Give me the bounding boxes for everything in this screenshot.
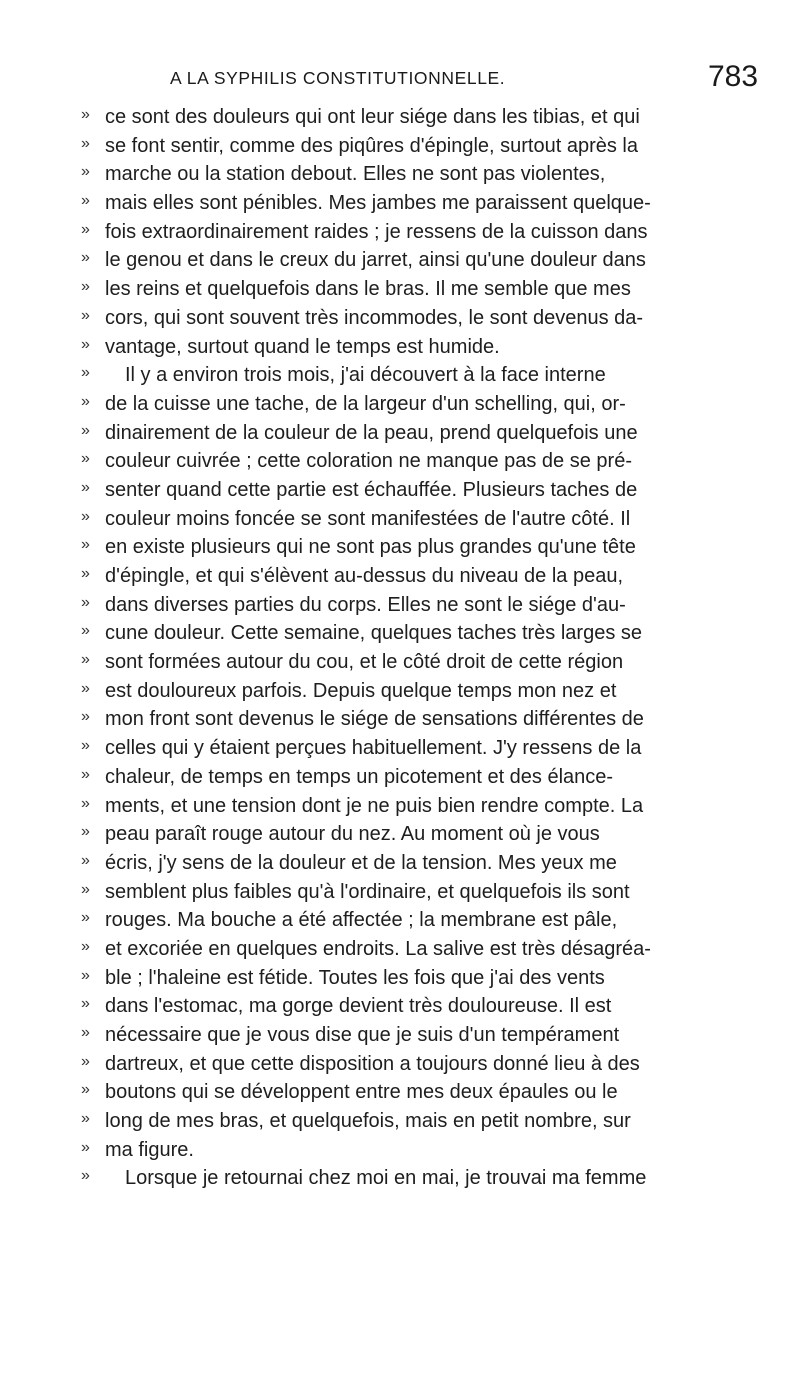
text-line	[0, 619, 800, 648]
quote-mark: »	[81, 765, 90, 783]
quote-mark: »	[81, 708, 90, 726]
line-text: vantage, surtout quand le temps est humide.	[105, 335, 500, 358]
quote-mark: »	[81, 450, 90, 468]
text-line	[0, 476, 800, 505]
text-line	[0, 1078, 800, 1107]
quote-mark: »	[81, 937, 90, 955]
line-text: en existe plusieurs qui ne sont pas plus grandes qu'une tête	[105, 536, 636, 559]
line-text: mon front sont devenus le siége de sensations différentes de	[105, 708, 644, 731]
line-text: chaleur, de temps en temps un picotement et des élance-	[105, 765, 614, 788]
text-line	[0, 275, 800, 304]
quote-mark: »	[81, 478, 90, 496]
quote-mark: »	[81, 392, 90, 410]
text-line	[0, 820, 800, 849]
text-line	[0, 964, 800, 993]
quote-mark: »	[81, 565, 90, 582]
line-text: de la cuisse une tache, de la largeur d'un schelling, qui, or-	[105, 392, 626, 415]
line-text: senter quand cette partie est échauffée. Plusieurs taches de	[105, 478, 638, 501]
line-text: rouges. Ma bouche a été affectée ; la membrane est pâle,	[105, 909, 618, 932]
quote-mark: »	[81, 278, 90, 296]
quote-mark: »	[81, 220, 90, 238]
quote-mark: »	[81, 1138, 90, 1156]
quote-mark: »	[81, 134, 90, 152]
line-text: dartreux, et que cette disposition a toujours donné lieu à des	[105, 1052, 640, 1075]
text-line	[0, 132, 800, 161]
text-line	[0, 218, 800, 247]
line-text: nécessaire que je vous dise que je suis d'un tempérament	[105, 1024, 620, 1046]
text-line	[0, 533, 800, 562]
text-line	[0, 562, 800, 591]
text-line	[0, 505, 800, 534]
running-head: A LA SYPHILIS CONSTITUTIONNELLE.	[170, 68, 506, 88]
quote-mark: »	[81, 995, 90, 1013]
line-text: semblent plus faibles qu'à l'ordinaire, et quelquefois ils sont	[105, 880, 630, 903]
quote-mark: »	[81, 507, 90, 525]
text-line	[0, 189, 800, 218]
text-line	[0, 246, 800, 275]
text-line	[0, 333, 800, 362]
quote-mark: »	[81, 421, 90, 439]
text-line	[0, 591, 800, 620]
quote-mark: »	[81, 1081, 90, 1099]
text-line	[0, 677, 800, 706]
line-text: les reins et quelquefois dans le bras. Il me semble que mes	[105, 278, 631, 301]
quote-mark: »	[81, 851, 90, 869]
quote-mark: »	[81, 966, 90, 984]
text-line	[0, 763, 800, 792]
line-text: fois extraordinairement raides ; je ressens de la cuisson dans	[105, 220, 648, 243]
quote-mark: »	[81, 364, 90, 382]
line-text: boutons qui se développent entre mes deux épaules ou le	[105, 1081, 618, 1104]
page-number: 783	[708, 60, 759, 93]
quote-mark: »	[81, 106, 90, 123]
quote-mark: »	[81, 249, 90, 267]
line-text: dans l'estomac, ma gorge devient très douloureuse. Il est	[105, 995, 612, 1018]
quote-mark: »	[81, 163, 90, 181]
quote-mark: »	[81, 306, 90, 324]
line-text: ble ; l'haleine est fétide. Toutes les fois que j'ai des vents	[105, 966, 605, 989]
quote-mark: »	[81, 335, 90, 353]
text-line	[0, 1136, 800, 1165]
text-line	[0, 878, 800, 907]
text-line	[0, 1050, 800, 1079]
quote-mark: »	[81, 651, 90, 669]
quote-mark: »	[81, 794, 90, 812]
line-text: Lorsque je retournai chez moi en mai, je trouvai ma femme	[125, 1167, 647, 1190]
quote-mark: »	[81, 880, 90, 898]
quote-mark: »	[81, 909, 90, 927]
quote-mark: »	[81, 823, 90, 841]
quote-mark: »	[81, 679, 90, 697]
quote-mark: »	[81, 737, 90, 755]
line-text: ce sont des douleurs qui ont leur siége dans les tibias, et qui	[105, 106, 640, 128]
quote-mark: »	[81, 536, 90, 554]
text-line	[0, 992, 800, 1021]
text-line	[0, 734, 800, 763]
line-text: marche ou la station debout. Elles ne sont pas violentes,	[105, 163, 606, 186]
line-text: se font sentir, comme des piqûres d'épingle, surtout après la	[105, 134, 638, 157]
text-line	[0, 648, 800, 677]
text-line	[0, 304, 800, 333]
line-text: d'épingle, et qui s'élèvent au-dessus du niveau de la peau,	[105, 565, 624, 587]
text-line	[0, 849, 800, 878]
text-line	[0, 1164, 800, 1193]
text-line	[0, 419, 800, 448]
text-line	[0, 103, 800, 132]
line-text: Il y a environ trois mois, j'ai découvert à la face interne	[125, 364, 606, 387]
quote-mark: »	[81, 593, 90, 611]
line-text: couleur cuivrée ; cette coloration ne manque pas de se pré-	[105, 450, 632, 473]
line-text: cune douleur. Cette semaine, quelques taches très larges se	[105, 622, 642, 645]
body-text	[0, 103, 800, 1193]
line-text: ma figure.	[105, 1138, 194, 1161]
line-text: le genou et dans le creux du jarret, ainsi qu'une douleur dans	[105, 249, 646, 272]
quote-mark: »	[81, 1167, 90, 1185]
text-line	[0, 160, 800, 189]
text-line	[0, 1107, 800, 1136]
quote-mark: »	[81, 192, 90, 210]
text-line	[0, 906, 800, 935]
quote-mark: »	[81, 1052, 90, 1070]
quote-mark: »	[81, 622, 90, 640]
text-line	[0, 361, 800, 390]
line-text: est douloureux parfois. Depuis quelque temps mon nez et	[105, 679, 617, 702]
text-line	[0, 705, 800, 734]
line-text: peau paraît rouge autour du nez. Au moment où je vous	[105, 823, 600, 846]
line-text: dinairement de la couleur de la peau, prend quelquefois une	[105, 421, 638, 444]
line-text: écris, j'y sens de la douleur et de la tension. Mes yeux me	[105, 851, 617, 874]
text-line	[0, 792, 800, 821]
line-text: long de mes bras, et quelquefois, mais en petit nombre, sur	[105, 1110, 631, 1133]
text-line	[0, 1021, 800, 1050]
text-line	[0, 935, 800, 964]
text-line	[0, 390, 800, 419]
quote-mark: »	[81, 1110, 90, 1128]
text-line	[0, 447, 800, 476]
line-text: et excoriée en quelques endroits. La salive est très désagréa-	[105, 937, 651, 960]
line-text: dans diverses parties du corps. Elles ne sont le siége d'au-	[105, 593, 626, 616]
page-header	[0, 60, 800, 100]
line-text: sont formées autour du cou, et le côté droit de cette région	[105, 651, 624, 674]
quote-mark: »	[81, 1024, 90, 1041]
line-text: couleur moins foncée se sont manifestées de l'autre côté. Il	[105, 507, 631, 530]
line-text: celles qui y étaient perçues habituellement. J'y ressens de la	[105, 737, 642, 760]
line-text: ments, et une tension dont je ne puis bien rendre compte. La	[105, 794, 644, 817]
line-text: mais elles sont pénibles. Mes jambes me paraissent quelque-	[105, 192, 651, 215]
line-text: cors, qui sont souvent très incommodes, le sont devenus da-	[105, 306, 644, 329]
